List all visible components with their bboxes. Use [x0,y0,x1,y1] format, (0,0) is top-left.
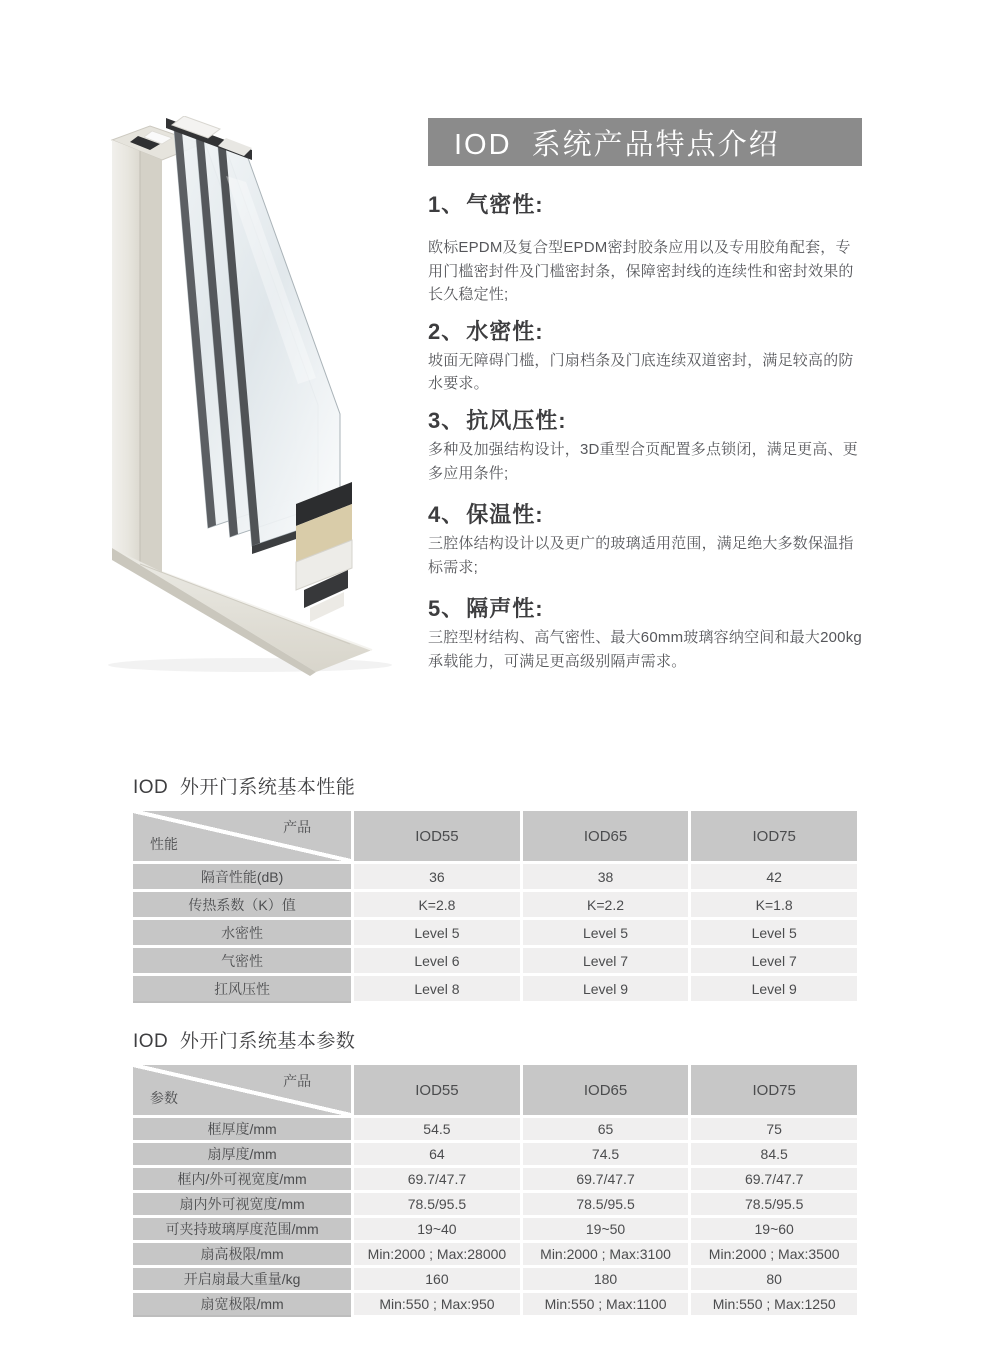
parameters-table-title: IOD 外开门系统基本参数 [133,1031,356,1052]
cell-value: 160 [354,1268,520,1290]
table-row [133,948,857,973]
table-row [133,892,857,917]
cell-value: 78.5/95.5 [354,1193,520,1215]
performance-table [130,808,860,1004]
feature-body: 多种及加强结构设计，3D重型合页配置多点锁闭，满足更高、更多应用条件; [428,441,858,482]
feature-body: 三腔体结构设计以及更广的玻璃适用范围，满足绝大多数保温指标需求; [428,535,854,576]
cell-value: Min:2000 ; Max:28000 [354,1243,520,1265]
cell-value: 65 [523,1118,689,1140]
row-label: 水密性 [133,920,351,945]
row-label: 扇宽极限/mm [133,1293,351,1315]
column-header: IOD75 [691,811,857,861]
row-label: 传热系数（K）值 [133,892,351,917]
table-row [133,1168,857,1190]
table-row [133,1293,857,1315]
table-row [133,1118,857,1140]
cell-value: 64 [354,1143,520,1165]
diagonal-corner-cell [133,811,351,861]
cell-value: 42 [691,864,857,889]
corner-label-product: 产品 [283,1073,312,1089]
feature-water-tightness [428,319,862,396]
cell-value: Level 5 [523,920,689,945]
cell-value: 38 [523,864,689,889]
column-header: IOD65 [523,1065,689,1115]
cell-value: K=1.8 [691,892,857,917]
features-title: IOD 系统产品特点介绍 [454,128,780,161]
performance-table-section [133,772,863,1004]
table-row [133,1268,857,1290]
feature-body: 坡面无障碍门槛，门扇档条及门底连续双道密封，满足较高的防水要求。 [428,351,854,393]
table-row [133,976,857,1001]
cell-value: 54.5 [354,1118,520,1140]
cell-value: Level 7 [523,948,689,973]
feature-heading: 1、气密性: [428,192,544,217]
column-header: IOD65 [523,811,689,861]
header-row [133,811,857,861]
header-row [133,1065,857,1115]
table-row [133,1243,857,1265]
cell-value: Level 8 [354,976,520,1001]
cell-value: K=2.8 [354,892,520,917]
cell-value: 180 [523,1268,689,1290]
cell-value: Level 5 [691,920,857,945]
table-row [133,1218,857,1240]
cell-value: 69.7/47.7 [523,1168,689,1190]
table-row [133,1143,857,1165]
row-label: 框厚度/mm [133,1118,351,1140]
cell-value: Level 7 [691,948,857,973]
cell-value: Min:550 ; Max:950 [354,1293,520,1315]
performance-table-title: IOD 外开门系统基本性能 [133,777,356,798]
feature-heading: 4、保温性: [428,501,544,527]
cell-value: 78.5/95.5 [523,1193,689,1215]
cell-value: 19~40 [354,1218,520,1240]
diagonal-corner-cell [133,1065,351,1115]
cell-value: 69.7/47.7 [691,1168,857,1190]
row-label: 扇厚度/mm [133,1143,351,1165]
cell-value: 69.7/47.7 [354,1168,520,1190]
table-row [133,920,857,945]
row-label: 扛风压性 [133,976,351,1001]
cell-value: 78.5/95.5 [691,1193,857,1215]
cell-value: Level 9 [691,976,857,1001]
corner-label-product: 产品 [283,819,312,835]
row-label: 可夹持玻璃厚度范围/mm [133,1218,351,1240]
corner-label-category: 性能 [150,836,178,852]
cell-value: Level 5 [354,920,520,945]
row-label: 框内/外可视宽度/mm [133,1168,351,1190]
cell-value: 84.5 [691,1143,857,1165]
cell-value: Min:2000 ; Max:3100 [523,1243,689,1265]
cell-value: 19~50 [523,1218,689,1240]
feature-air-tightness [428,192,862,307]
feature-thermal-insulation [428,502,862,579]
cell-value: 80 [691,1268,857,1290]
cell-value: 74.5 [523,1143,689,1165]
cell-value: Level 6 [354,948,520,973]
table-row [133,864,857,889]
row-label: 开启扇最大重量/kg [133,1268,351,1290]
cell-value: Min:550 ; Max:1100 [523,1293,689,1315]
row-label: 隔音性能(dB) [133,864,351,889]
parameters-table-section [133,1026,863,1318]
parameters-table [130,1062,860,1318]
feature-heading: 2、水密性: [428,318,544,344]
column-header: IOD55 [354,811,520,861]
cell-value: K=2.2 [523,892,689,917]
cell-value: Level 9 [523,976,689,1001]
feature-heading: 3、抗风压性: [428,407,567,433]
door-corner-section-render [100,116,415,676]
table-row [133,1193,857,1215]
column-header: IOD75 [691,1065,857,1115]
cell-value: Min:2000 ; Max:3500 [691,1243,857,1265]
features-header-bar [428,118,862,166]
cell-value: 36 [354,864,520,889]
row-label: 扇高极限/mm [133,1243,351,1265]
window-profile-illustration [100,116,415,676]
feature-heading: 5、隔声性: [428,596,544,622]
cell-value: Min:550 ; Max:1250 [691,1293,857,1315]
cell-value: 19~60 [691,1218,857,1240]
feature-wind-resistance [428,408,862,485]
feature-sound-insulation [428,596,862,673]
features-section [428,118,862,673]
feature-body: 欧标EPDM及复合型EPDM密封胶条应用以及专用胶角配套，专用门槛密封件及门槛密封条，保障密封线的连续性和密封效果的长久稳定性; [428,239,854,304]
cell-value: 75 [691,1118,857,1140]
corner-label-category: 参数 [150,1090,178,1106]
feature-body: 三腔型材结构、高气密性、最大60mm玻璃容纳空间和最大200kg承载能力，可满足更高级别隔声需求。 [428,629,862,670]
row-label: 扇内外可视宽度/mm [133,1193,351,1215]
row-label: 气密性 [133,948,351,973]
column-header: IOD55 [354,1065,520,1115]
